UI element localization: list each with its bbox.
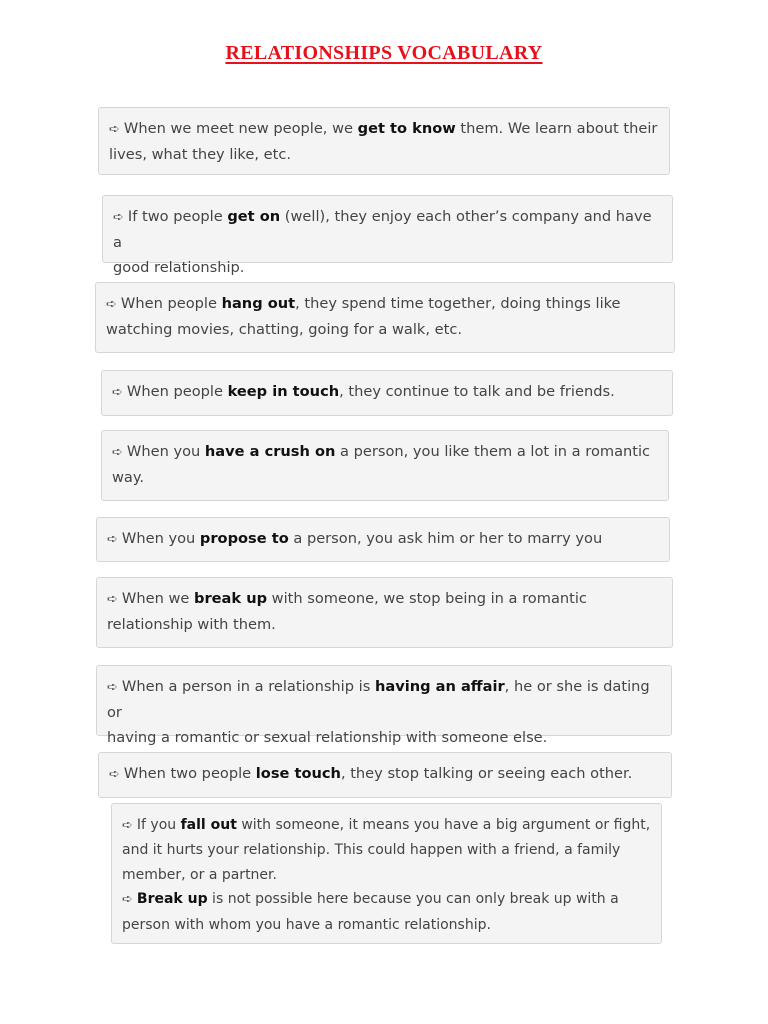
vocab-card-keep-in-touch [101, 370, 673, 416]
vocab-card-lose-touch [98, 752, 672, 798]
vocab-term: get to know [357, 120, 456, 137]
line-text: a person, you like them a lot in a romantic [335, 443, 651, 460]
line-text: When we [121, 590, 195, 607]
card-line [112, 379, 662, 405]
card-line [109, 116, 659, 142]
card-line [106, 317, 664, 342]
line-text: , they continue to talk and be friends. [339, 383, 615, 400]
line-text: , he or she is dating or [107, 678, 650, 721]
line-text: with someone, it means you have a big argument or fight, [236, 817, 651, 833]
line-text: When a person in a relationship is [121, 678, 375, 695]
vocab-term: hang out [221, 295, 296, 312]
vocab-card-get-to-know [98, 107, 670, 175]
page-title-text: RELATIONSHIPS VOCABULARY [225, 42, 543, 64]
line-text: them. We learn about their [455, 120, 658, 137]
card-line [107, 526, 659, 552]
card-line [107, 725, 661, 750]
line-text: way. [112, 469, 145, 486]
card-line [113, 204, 662, 255]
line-text: a person, you ask him or her to marry you [288, 530, 603, 547]
card-line [107, 612, 662, 637]
line-text: watching movies, chatting, going for a walk, etc. [106, 321, 462, 338]
card-line [122, 838, 651, 862]
vocab-term: lose touch [255, 765, 341, 782]
line-text: is not possible here because you can only break up with a [207, 891, 619, 908]
arrow-icon: ➪ [106, 297, 117, 312]
arrow-icon: ➪ [109, 122, 120, 137]
line-text: and it hurts your relationship. This could happen with a friend, a family [122, 842, 621, 859]
line-text: with someone, we stop being in a romantic [267, 590, 587, 607]
card-line [122, 813, 651, 838]
arrow-icon: ➪ [109, 767, 120, 782]
card-line [109, 761, 661, 787]
card-line [122, 913, 651, 937]
vocab-term: get on [227, 208, 281, 225]
line-text: lives, what they like, etc. [109, 146, 291, 163]
vocab-card-having-an-affair [96, 665, 672, 746]
vocab-card-have-a-crush-on [101, 430, 669, 501]
page-title [0, 42, 768, 65]
card-line [107, 586, 662, 612]
line-text: When people [120, 295, 222, 312]
vocab-card-propose-to [96, 517, 670, 562]
card-line [106, 291, 664, 317]
line-text: person with whom you have a romantic relationship. [122, 916, 491, 933]
card-line [112, 439, 658, 465]
line-text: , they stop talking or seeing each other. [340, 765, 633, 782]
line-text: When you [121, 530, 200, 547]
arrow-icon: ➪ [107, 592, 118, 607]
card-line [107, 674, 661, 725]
vocab-card-fall-out [111, 803, 662, 944]
vocab-card-hang-out [95, 282, 675, 353]
vocab-term: Break up [136, 891, 208, 908]
vocab-term: having an affair [374, 678, 505, 695]
vocab-card-break-up [96, 577, 673, 648]
arrow-icon: ➪ [113, 210, 124, 225]
arrow-icon: ➪ [107, 680, 118, 695]
line-text: , they spend time together, doing things like [295, 295, 621, 312]
arrow-icon: ➪ [122, 892, 133, 908]
vocab-term: propose to [199, 530, 289, 547]
line-text: When you [126, 443, 205, 460]
card-line [122, 863, 651, 887]
line-text: member, or a partner. [122, 866, 277, 883]
line-text: If two people [127, 208, 228, 225]
arrow-icon: ➪ [112, 445, 123, 460]
card-line [113, 255, 662, 280]
vocab-term: keep in touch [227, 383, 340, 400]
line-text: When two people [123, 765, 256, 782]
arrow-icon: ➪ [107, 532, 118, 547]
arrow-icon: ➪ [112, 385, 123, 400]
card-line [112, 465, 658, 490]
line-text: When we meet new people, we [123, 120, 358, 137]
vocab-term: fall out [180, 817, 237, 833]
card-line [109, 142, 659, 167]
line-text: good relationship. [113, 259, 245, 276]
line-text: relationship with them. [107, 616, 276, 633]
line-text: When people [126, 383, 228, 400]
line-text: If you [136, 817, 181, 833]
line-text: (well), they enjoy each other’s company and have a [113, 208, 652, 251]
vocab-term: have a crush on [204, 443, 336, 460]
vocab-card-get-on [102, 195, 673, 276]
card-line [122, 887, 651, 912]
vocab-term: break up [194, 590, 268, 607]
line-text: having a romantic or sexual relationship with someone else. [107, 729, 548, 746]
arrow-icon: ➪ [122, 818, 133, 833]
